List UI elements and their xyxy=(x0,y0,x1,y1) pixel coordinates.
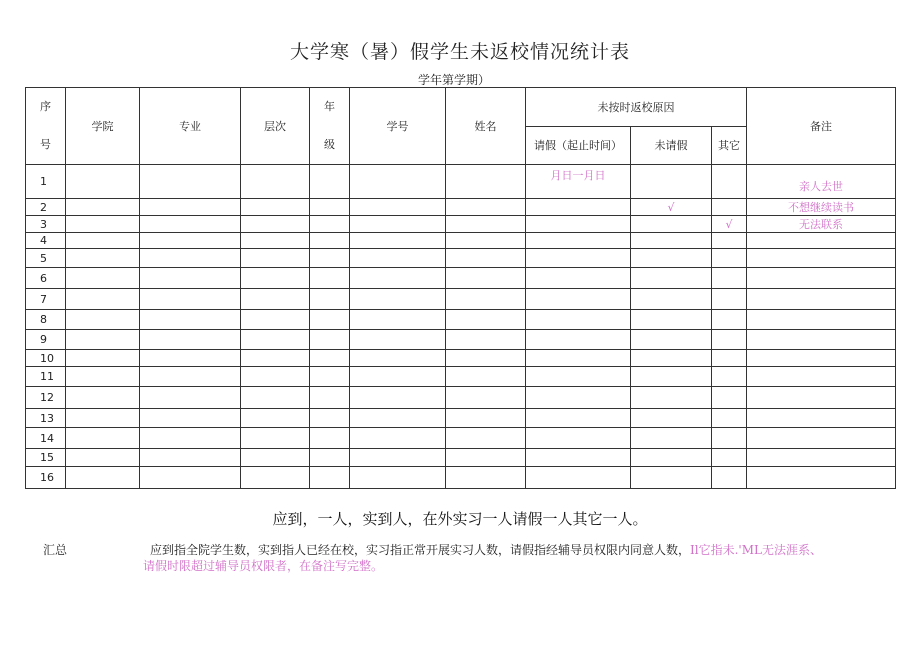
row-number: 12 xyxy=(26,387,66,409)
term-subtitle: 学年第学期） xyxy=(418,73,491,87)
remark-cell xyxy=(747,310,896,330)
name-cell xyxy=(446,233,526,249)
other-cell xyxy=(712,330,747,350)
college-cell xyxy=(66,350,140,367)
name-cell xyxy=(446,467,526,489)
level-cell xyxy=(241,409,310,428)
row-number: 10 xyxy=(26,350,66,367)
grade-cell xyxy=(310,233,350,249)
remark-cell xyxy=(747,330,896,350)
leave-period-cell xyxy=(526,350,631,367)
other-cell xyxy=(712,387,747,409)
no-leave-cell xyxy=(631,233,712,249)
no-leave-cell xyxy=(631,387,712,409)
grade-cell xyxy=(310,350,350,367)
footer-label: 汇总 xyxy=(43,543,68,557)
name-cell xyxy=(446,367,526,387)
major-cell xyxy=(140,330,241,350)
student-id-cell xyxy=(350,428,446,449)
student-id-cell xyxy=(350,199,446,216)
other-cell xyxy=(712,199,747,216)
grade-cell xyxy=(310,216,350,233)
table-row xyxy=(26,367,896,387)
grade-cell xyxy=(310,467,350,489)
college-cell xyxy=(66,387,140,409)
level-cell xyxy=(241,467,310,489)
remark-cell: 无法联系 xyxy=(747,216,896,233)
row-number: 5 xyxy=(26,249,66,268)
other-cell xyxy=(712,249,747,268)
student-id-cell xyxy=(350,467,446,489)
major-cell xyxy=(140,387,241,409)
name-cell xyxy=(446,387,526,409)
other-cell xyxy=(712,449,747,467)
grade-cell xyxy=(310,199,350,216)
college-cell xyxy=(66,165,140,199)
grade-cell xyxy=(310,165,350,199)
no-leave-cell xyxy=(631,268,712,289)
grade-cell xyxy=(310,268,350,289)
level-cell xyxy=(241,387,310,409)
college-cell xyxy=(66,367,140,387)
remark-cell xyxy=(747,409,896,428)
student-id-cell xyxy=(350,289,446,310)
grade-cell xyxy=(310,310,350,330)
row-number: 15 xyxy=(26,449,66,467)
name-cell xyxy=(446,249,526,268)
student-id-cell xyxy=(350,165,446,199)
remark-cell xyxy=(747,387,896,409)
other-cell xyxy=(712,233,747,249)
leave-period-cell xyxy=(526,268,631,289)
level-cell xyxy=(241,428,310,449)
remark-cell xyxy=(747,350,896,367)
remark-cell xyxy=(747,367,896,387)
leave-period-cell xyxy=(526,233,631,249)
remark-cell xyxy=(747,249,896,268)
row-number: 11 xyxy=(26,367,66,387)
name-cell xyxy=(446,165,526,199)
no-leave-cell xyxy=(631,409,712,428)
row-number: 6 xyxy=(26,268,66,289)
level-cell xyxy=(241,233,310,249)
remark-cell xyxy=(747,233,896,249)
table-row xyxy=(26,428,896,449)
grade-cell xyxy=(310,289,350,310)
level-cell xyxy=(241,199,310,216)
header-grade: 年 级 xyxy=(310,88,350,165)
major-cell xyxy=(140,199,241,216)
leave-period-cell xyxy=(526,449,631,467)
major-cell xyxy=(140,249,241,268)
college-cell xyxy=(66,268,140,289)
grade-cell xyxy=(310,330,350,350)
college-cell xyxy=(66,428,140,449)
row-number: 13 xyxy=(26,409,66,428)
level-cell xyxy=(241,165,310,199)
other-cell xyxy=(712,350,747,367)
leave-period-cell xyxy=(526,310,631,330)
table-row xyxy=(26,409,896,428)
header-leave: 请假（起止时间） xyxy=(526,126,631,165)
other-cell xyxy=(712,367,747,387)
student-id-cell xyxy=(350,350,446,367)
leave-period-cell xyxy=(526,199,631,216)
footer-text-line2: 请假时限超过辅导员权限者，在备注写完整。 xyxy=(143,559,384,573)
college-cell xyxy=(66,310,140,330)
leave-period-cell xyxy=(526,249,631,268)
header-name: 姓名 xyxy=(446,88,526,165)
level-cell xyxy=(241,249,310,268)
grade-cell xyxy=(310,409,350,428)
table-row xyxy=(26,216,896,233)
header-college: 学院 xyxy=(66,88,140,165)
grade-cell xyxy=(310,367,350,387)
footer-text1-main: 应到指全院学生数，实到指人已经在校，实习指正常开展实习人数，请假指经辅导员权限内同意人数， xyxy=(150,543,691,557)
level-cell xyxy=(241,350,310,367)
remark-cell xyxy=(747,268,896,289)
remark-cell xyxy=(747,449,896,467)
table-row xyxy=(26,310,896,330)
student-id-cell xyxy=(350,449,446,467)
header-remarks: 备注 xyxy=(747,88,896,165)
name-cell xyxy=(446,289,526,310)
major-cell xyxy=(140,467,241,489)
major-cell xyxy=(140,233,241,249)
table-row xyxy=(26,387,896,409)
major-cell xyxy=(140,268,241,289)
major-cell xyxy=(140,449,241,467)
other-cell xyxy=(712,428,747,449)
no-leave-cell xyxy=(631,216,712,233)
table-row xyxy=(26,467,896,489)
statistics-table xyxy=(25,87,896,489)
row-number: 7 xyxy=(26,289,66,310)
table-row xyxy=(26,449,896,467)
row-number: 2 xyxy=(26,199,66,216)
other-cell xyxy=(712,289,747,310)
major-cell xyxy=(140,350,241,367)
name-cell xyxy=(446,350,526,367)
other-cell xyxy=(712,310,747,330)
student-id-cell xyxy=(350,409,446,428)
student-id-cell xyxy=(350,216,446,233)
header-student-id: 学号 xyxy=(350,88,446,165)
remark-cell: 亲人去世 xyxy=(747,165,896,199)
leave-period-cell: 月日一月日 xyxy=(526,165,631,199)
level-cell xyxy=(241,330,310,350)
grade-cell xyxy=(310,449,350,467)
row-number: 16 xyxy=(26,467,66,489)
major-cell xyxy=(140,409,241,428)
name-cell xyxy=(446,268,526,289)
college-cell xyxy=(66,233,140,249)
footer-text-line1 xyxy=(150,541,822,558)
name-cell xyxy=(446,449,526,467)
major-cell xyxy=(140,289,241,310)
no-leave-cell xyxy=(631,289,712,310)
grade-cell xyxy=(310,387,350,409)
name-cell xyxy=(446,409,526,428)
name-cell xyxy=(446,310,526,330)
college-cell xyxy=(66,199,140,216)
row-number: 1 xyxy=(26,165,66,199)
table-row xyxy=(26,330,896,350)
no-leave-cell xyxy=(631,330,712,350)
table-row xyxy=(26,268,896,289)
student-id-cell xyxy=(350,249,446,268)
footer-text1-pink: Il它指未.'ML无法涯系、 xyxy=(690,543,822,557)
student-id-cell xyxy=(350,330,446,350)
level-cell xyxy=(241,268,310,289)
leave-period-cell xyxy=(526,387,631,409)
header-no-leave: 未请假 xyxy=(631,126,712,165)
other-cell xyxy=(712,165,747,199)
no-leave-cell xyxy=(631,428,712,449)
college-cell xyxy=(66,449,140,467)
table-row xyxy=(26,165,896,199)
level-cell xyxy=(241,310,310,330)
name-cell xyxy=(446,199,526,216)
major-cell xyxy=(140,165,241,199)
level-cell xyxy=(241,367,310,387)
header-reason-group: 未按时返校原因 xyxy=(526,88,747,127)
college-cell xyxy=(66,467,140,489)
table-row xyxy=(26,233,896,249)
row-number: 4 xyxy=(26,233,66,249)
other-cell xyxy=(712,467,747,489)
row-number: 9 xyxy=(26,330,66,350)
other-cell xyxy=(712,409,747,428)
other-cell: √ xyxy=(712,216,747,233)
leave-period-cell xyxy=(526,289,631,310)
table-row xyxy=(26,249,896,268)
row-number: 8 xyxy=(26,310,66,330)
college-cell xyxy=(66,330,140,350)
student-id-cell xyxy=(350,310,446,330)
name-cell xyxy=(446,216,526,233)
leave-period-cell xyxy=(526,467,631,489)
leave-period-cell xyxy=(526,428,631,449)
no-leave-cell xyxy=(631,449,712,467)
summary-line: 应到，一人，实到人，在外实习一人请假一人其它一人。 xyxy=(272,510,648,528)
header-other: 其它 xyxy=(712,126,747,165)
header-seq: 序 号 xyxy=(26,88,66,165)
table-row xyxy=(26,289,896,310)
row-number: 14 xyxy=(26,428,66,449)
name-cell xyxy=(446,330,526,350)
remark-cell xyxy=(747,289,896,310)
header-level: 层次 xyxy=(241,88,310,165)
name-cell xyxy=(446,428,526,449)
remark-cell: 不想继续读书 xyxy=(747,199,896,216)
grade-cell xyxy=(310,249,350,268)
no-leave-cell xyxy=(631,367,712,387)
table-row xyxy=(26,199,896,216)
no-leave-cell: √ xyxy=(631,199,712,216)
no-leave-cell xyxy=(631,310,712,330)
remark-cell xyxy=(747,428,896,449)
no-leave-cell xyxy=(631,467,712,489)
college-cell xyxy=(66,409,140,428)
leave-period-cell xyxy=(526,409,631,428)
college-cell xyxy=(66,289,140,310)
table-row xyxy=(26,350,896,367)
no-leave-cell xyxy=(631,249,712,268)
level-cell xyxy=(241,289,310,310)
header-major: 专业 xyxy=(140,88,241,165)
college-cell xyxy=(66,249,140,268)
student-id-cell xyxy=(350,367,446,387)
student-id-cell xyxy=(350,387,446,409)
level-cell xyxy=(241,216,310,233)
level-cell xyxy=(241,449,310,467)
major-cell xyxy=(140,367,241,387)
no-leave-cell xyxy=(631,165,712,199)
leave-period-cell xyxy=(526,367,631,387)
college-cell xyxy=(66,216,140,233)
no-leave-cell xyxy=(631,350,712,367)
major-cell xyxy=(140,216,241,233)
page-title: 大学寒（暑）假学生未返校情况统计表 xyxy=(289,41,630,63)
student-id-cell xyxy=(350,268,446,289)
leave-period-cell xyxy=(526,330,631,350)
remark-cell xyxy=(747,467,896,489)
student-id-cell xyxy=(350,233,446,249)
grade-cell xyxy=(310,428,350,449)
other-cell xyxy=(712,268,747,289)
leave-period-cell xyxy=(526,216,631,233)
row-number: 3 xyxy=(26,216,66,233)
major-cell xyxy=(140,310,241,330)
major-cell xyxy=(140,428,241,449)
